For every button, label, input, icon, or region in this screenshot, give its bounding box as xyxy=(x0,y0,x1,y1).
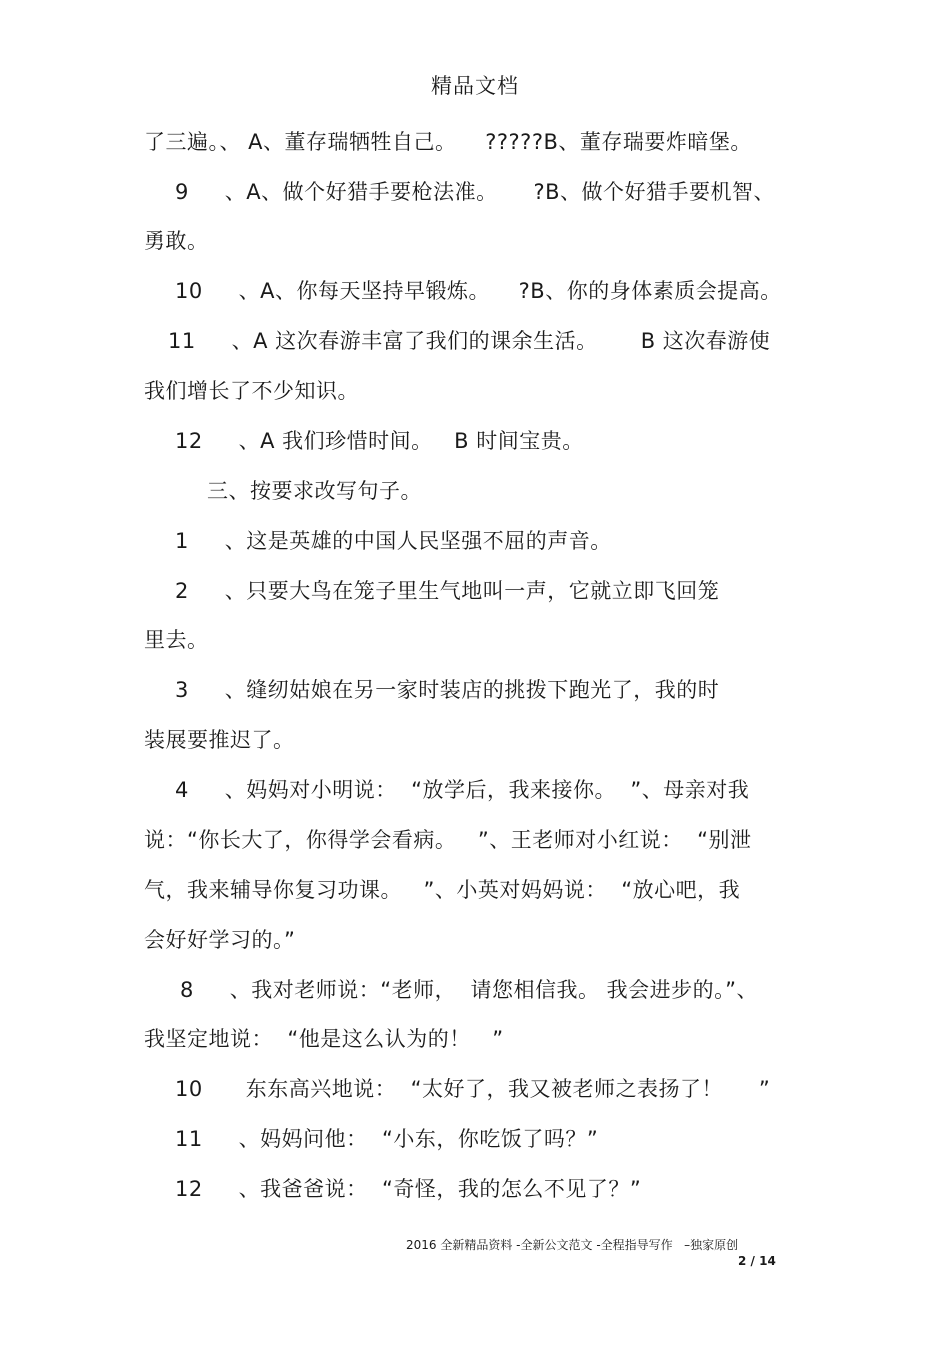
text-line-19: 我坚定地说： “他是这么认为的！ ” xyxy=(144,1027,504,1051)
text-line-3: 勇敢。 xyxy=(144,229,209,253)
text-line-6: 我们增长了不少知识。 xyxy=(144,379,359,403)
text-line-22: 12 、我爸爸说： “奇怪，我的怎么不见了？” xyxy=(175,1177,642,1201)
text-line-13: 装展要推迟了。 xyxy=(144,728,295,752)
text-line-15: 说：“你长大了，你得学会看病。 ”、王老师对小红说： “别泄 xyxy=(144,828,752,852)
text-line-4: 10 、A、你每天坚持早锻炼。 ?B、你的身体素质会提高。 xyxy=(175,279,782,303)
text-line-5: 11 、A 这次春游丰富了我们的课余生活。 B 这次春游使 xyxy=(168,329,771,353)
text-line-20: 10 东东高兴地说： “太好了，我又被老师之表扬了！ ” xyxy=(175,1077,771,1101)
page-header-title: 精品文档 xyxy=(431,74,519,98)
text-line-18: 8 、我对老师说：“老师， 请您相信我。 我会进步的。”、 xyxy=(180,978,759,1002)
section-heading: 三、按要求改写句子。 xyxy=(207,479,422,503)
page-footer-text: 2016 全新精品资料 -全新公文范文 -全程指导写作 –独家原创 xyxy=(406,1238,739,1252)
text-line-11: 里去。 xyxy=(144,628,209,652)
text-line-14: 4 、妈妈对小明说： “放学后，我来接你。 ”、母亲对我 xyxy=(175,778,750,802)
text-line-2: 9 、A、做个好猎手要枪法准。 ?B、做个好猎手要机智、 xyxy=(175,180,776,204)
text-line-10: 2 、只要大鸟在笼子里生气地叫一声，它就立即飞回笼 xyxy=(175,579,720,603)
text-line-1: 了三遍。、 A、董存瑞牺牲自己。 ?????B、董存瑞要炸暗堡。 xyxy=(144,130,752,154)
page-number: 2 / 14 xyxy=(738,1254,776,1268)
text-line-7: 12 、A 我们珍惜时间。 B 时间宝贵。 xyxy=(175,429,584,453)
text-line-12: 3 、缝纫姑娘在另一家时装店的挑拨下跑光了，我的时 xyxy=(175,678,720,702)
text-line-9: 1 、这是英雄的中国人民坚强不屈的声音。 xyxy=(175,529,612,553)
text-line-17: 会好好学习的。” xyxy=(144,928,296,952)
text-line-16: 气，我来辅导你复习功课。 ”、小英对妈妈说： “放心吧，我 xyxy=(144,878,741,902)
text-line-21: 11 、妈妈问他： “小东，你吃饭了吗？” xyxy=(175,1127,599,1151)
